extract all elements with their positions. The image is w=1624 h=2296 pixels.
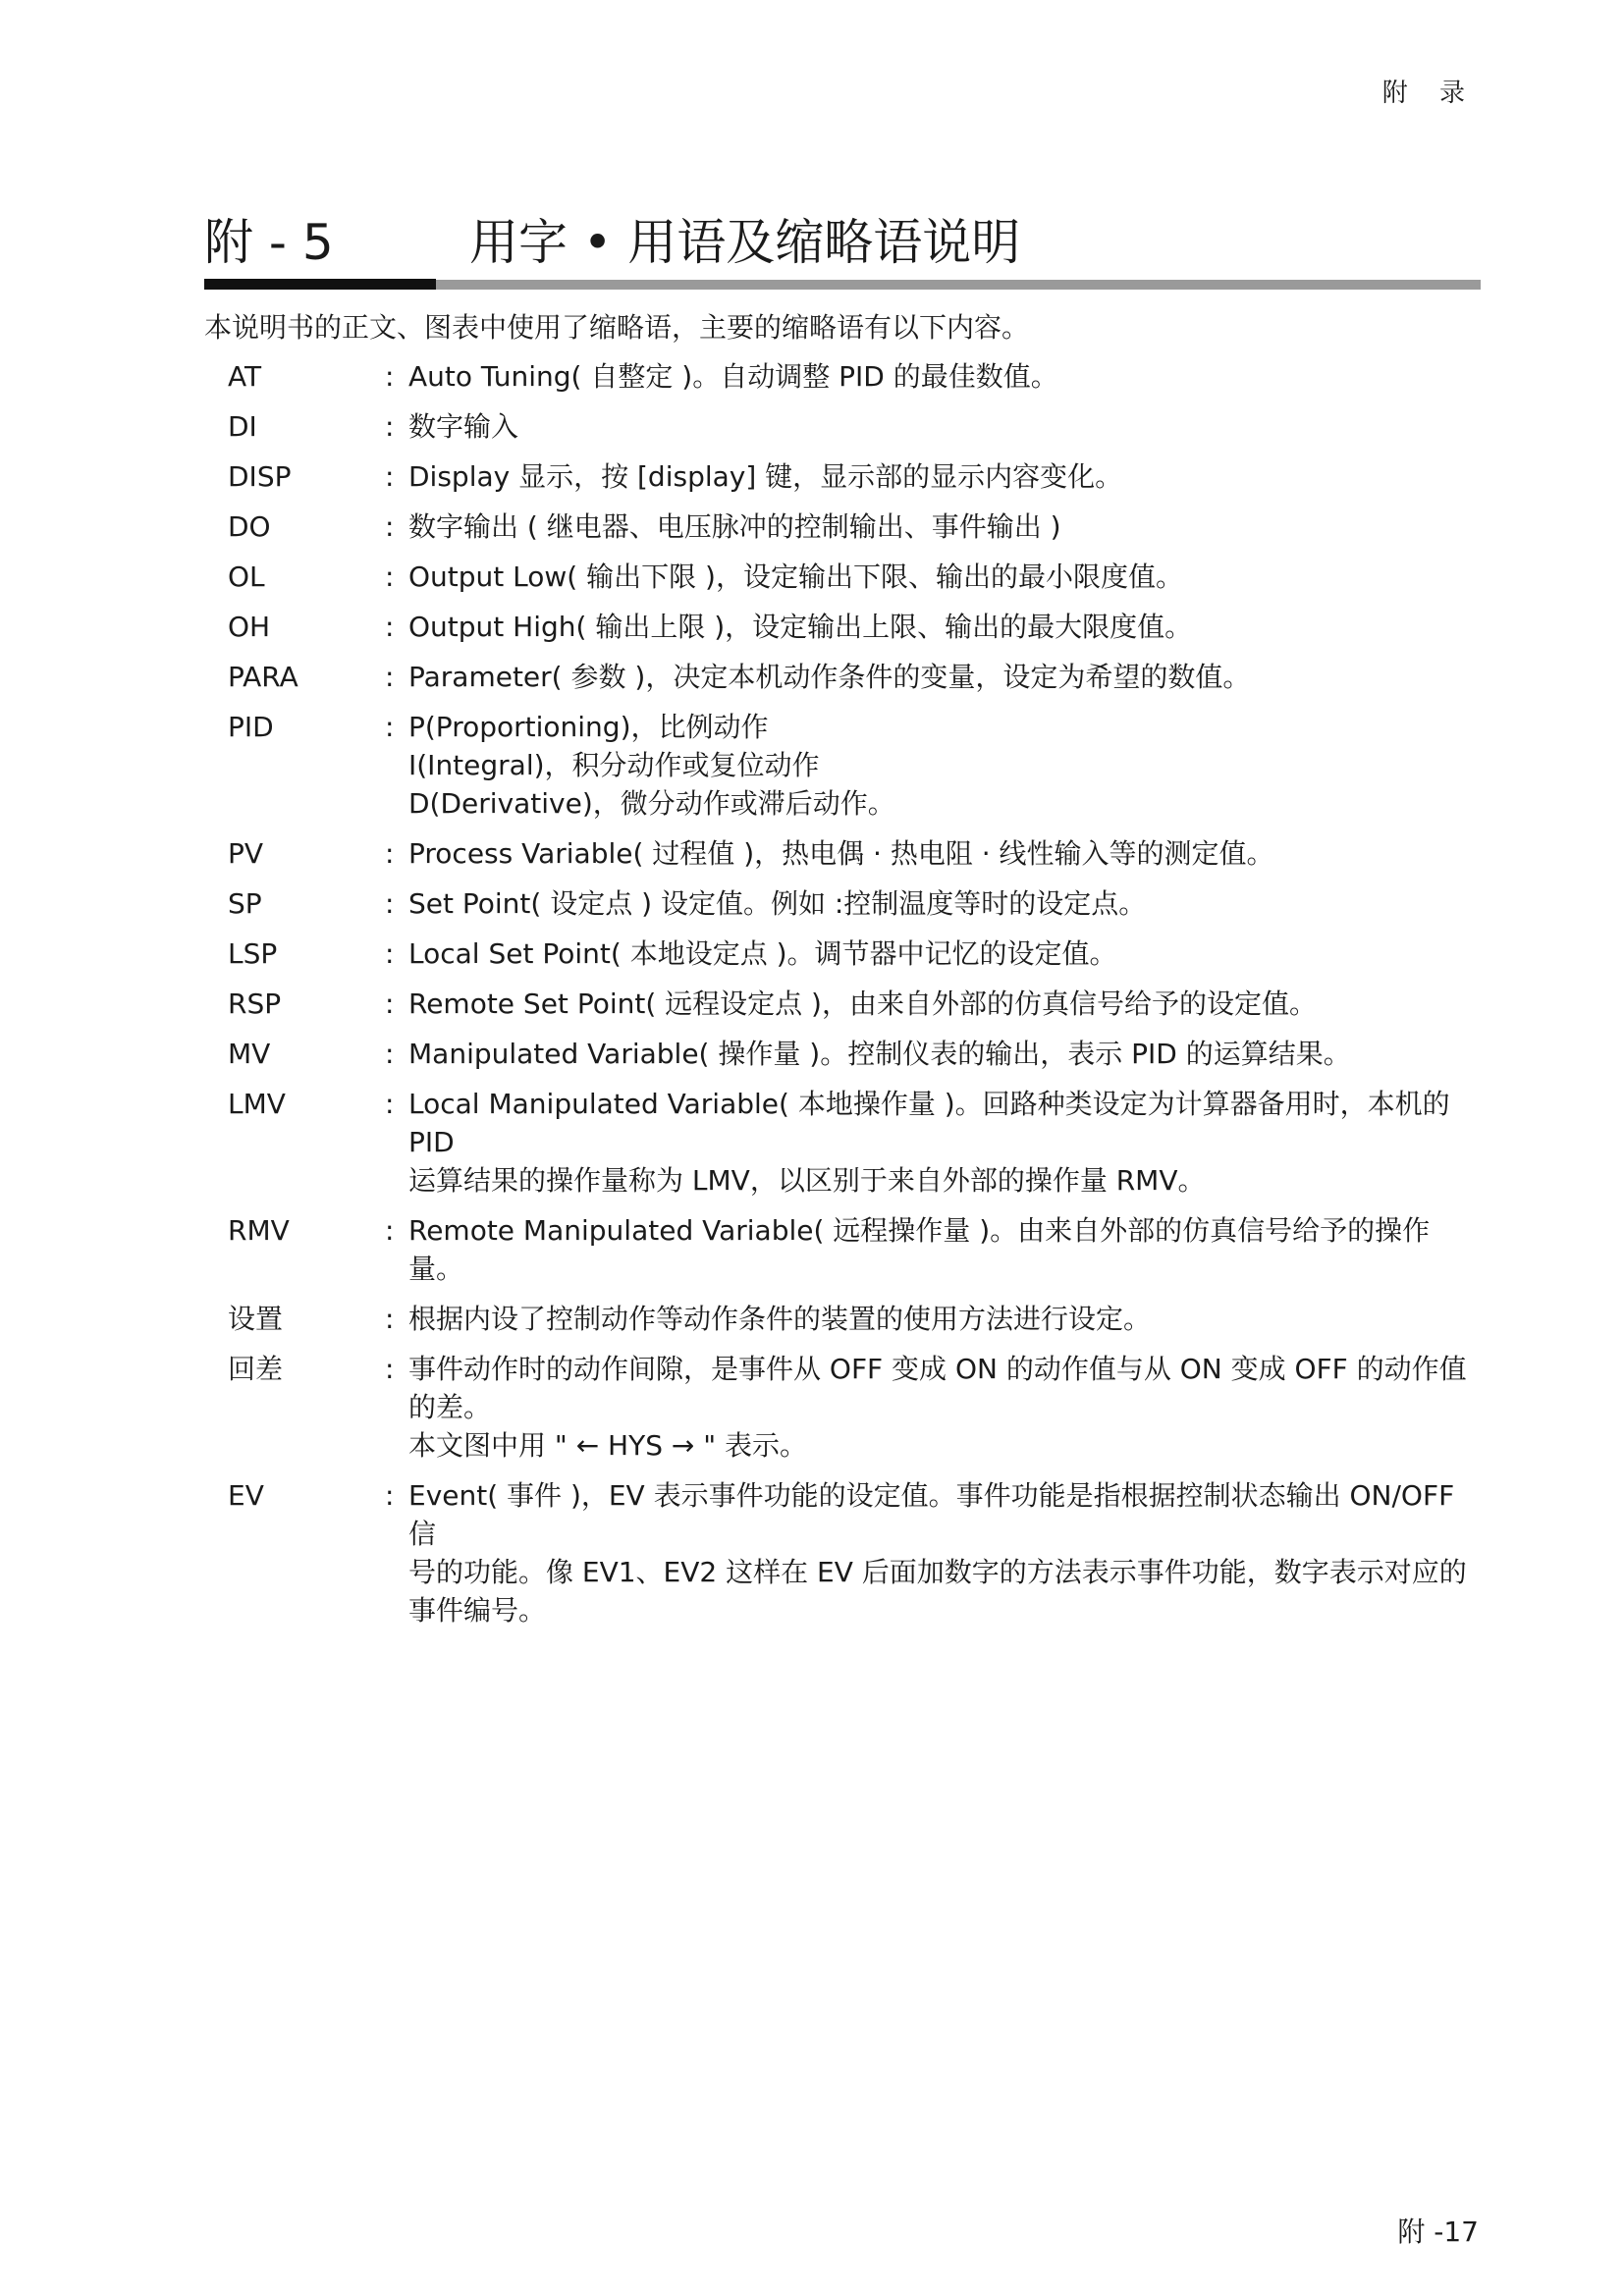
glossary-definition — [408, 608, 1485, 646]
glossary-entry — [228, 1035, 1485, 1073]
glossary-definition-line: 根据内设了控制动作等动作条件的装置的使用方法进行设定。 — [408, 1303, 1152, 1335]
glossary-entry — [228, 357, 1485, 396]
glossary-definition-line: 事件动作时的动作间隙，是事件从 OFF 变成 ON 的动作值与从 ON 变成 OFF 的动作值 — [408, 1353, 1467, 1385]
glossary-separator: : — [385, 510, 395, 543]
glossary-entry — [228, 985, 1485, 1023]
glossary-separator: : — [385, 611, 395, 643]
glossary-definition-line: Display 显示，按 [display] 键，显示部的显示内容变化。 — [408, 460, 1123, 493]
glossary-term: OL — [228, 561, 265, 593]
glossary-definition-line: Set Point( 设定点 ) 设定值。例如 :控制温度等时的设定点。 — [408, 887, 1147, 920]
glossary-term: EV — [228, 1479, 264, 1512]
glossary-definition-line: Local Manipulated Variable( 本地操作量 )。回路种类设定为计算器备用时，本机的 PID — [408, 1088, 1450, 1158]
glossary-definition — [408, 507, 1485, 546]
glossary-definition — [408, 1085, 1485, 1200]
glossary-definition-line: Manipulated Variable( 操作量 )。控制仪表的输出，表示 PID 的运算结果。 — [408, 1038, 1351, 1070]
glossary-separator: : — [385, 837, 395, 870]
glossary-term: PARA — [228, 661, 298, 693]
glossary-separator: : — [385, 1214, 395, 1247]
glossary-definition-line: Parameter( 参数 )，决定本机动作条件的变量，设定为希望的数值。 — [408, 661, 1251, 693]
glossary-entry — [228, 934, 1485, 973]
glossary-entry — [228, 1085, 1485, 1200]
glossary-separator: : — [385, 661, 395, 693]
glossary-term: 回差 — [228, 1353, 284, 1385]
glossary-definition-line: 号的功能。像 EV1、EV2 这样在 EV 后面加数字的方法表示事件功能，数字表示对应的 — [408, 1556, 1467, 1588]
glossary-definition — [408, 884, 1485, 923]
glossary-definition — [408, 658, 1485, 696]
glossary-definition-line: 事件编号。 — [408, 1594, 547, 1627]
glossary-definition — [408, 834, 1485, 873]
glossary-separator: : — [385, 360, 395, 393]
glossary-separator: : — [385, 1088, 395, 1120]
glossary-definition — [408, 457, 1485, 496]
glossary-definition-line: Remote Set Point( 远程设定点 )，由来自外部的仿真信号给予的设定值。 — [408, 988, 1317, 1020]
glossary-definition-line: Process Variable( 过程值 )，热电偶 · 热电阻 · 线性输入等的测定值。 — [408, 837, 1274, 870]
glossary-term: 设置 — [228, 1303, 284, 1335]
glossary-separator: : — [385, 937, 395, 970]
glossary-entry — [228, 407, 1485, 446]
glossary-definition-line: Event( 事件 )，EV 表示事件功能的设定值。事件功能是指根据控制状态输出 ON/OFF 信 — [408, 1479, 1455, 1550]
glossary-term: AT — [228, 360, 262, 393]
glossary-definition — [408, 708, 1485, 823]
glossary-entry — [228, 884, 1485, 923]
glossary-definition-line: Remote Manipulated Variable( 远程操作量 )。由来自外部的仿真信号给予的操作量。 — [408, 1214, 1431, 1285]
glossary-definition-line: D(Derivative)，微分动作或滞后动作。 — [408, 787, 895, 820]
glossary-entry — [228, 658, 1485, 696]
glossary-term: LMV — [228, 1088, 286, 1120]
glossary-definition-line: P(Proportioning)，比例动作 — [408, 711, 769, 743]
glossary-separator: : — [385, 1303, 395, 1335]
glossary-separator: : — [385, 711, 395, 743]
glossary-definition-line: Output High( 输出上限 )，设定输出上限、输出的最大限度值。 — [408, 611, 1193, 643]
glossary-separator: : — [385, 460, 395, 493]
glossary-definition-line: I(Integral)，积分动作或复位动作 — [408, 749, 820, 781]
title-rule-dark — [204, 279, 436, 290]
glossary-definition — [408, 1211, 1485, 1288]
glossary-definition-line: 本文图中用 " ← HYS → " 表示。 — [408, 1429, 808, 1462]
glossary-definition-line: 数字输出 ( 继电器、电压脉冲的控制输出、事件输出 ) — [408, 510, 1061, 543]
section-title — [204, 208, 1481, 289]
glossary-definition-line: 数字输入 — [408, 410, 519, 443]
glossary-definition-line: Auto Tuning( 自整定 )。自动调整 PID 的最佳数值。 — [408, 360, 1058, 393]
glossary-term: DI — [228, 410, 257, 443]
glossary-separator: : — [385, 1038, 395, 1070]
glossary-term: RMV — [228, 1214, 290, 1247]
glossary-definition — [408, 1300, 1485, 1338]
glossary-entry — [228, 708, 1485, 823]
glossary-term: PID — [228, 711, 274, 743]
glossary-separator: : — [385, 887, 395, 920]
glossary-definition — [408, 1350, 1485, 1465]
glossary-definition — [408, 357, 1485, 396]
glossary-entry — [228, 834, 1485, 873]
section-number: 附 - 5 — [204, 214, 334, 271]
glossary-term: LSP — [228, 937, 278, 970]
glossary-separator: : — [385, 1479, 395, 1512]
glossary-entry — [228, 608, 1485, 646]
glossary-separator: : — [385, 1353, 395, 1385]
glossary-definition — [408, 1035, 1485, 1073]
glossary-definition-line: Output Low( 输出下限 )，设定输出下限、输出的最小限度值。 — [408, 561, 1183, 593]
glossary-separator: : — [385, 561, 395, 593]
glossary-term: DO — [228, 510, 271, 543]
glossary-definition — [408, 407, 1485, 446]
glossary-definition — [408, 558, 1485, 596]
glossary-entry — [228, 558, 1485, 596]
glossary-entry — [228, 507, 1485, 546]
glossary-list — [228, 357, 1485, 1641]
glossary-definition — [408, 985, 1485, 1023]
glossary-entry — [228, 1476, 1485, 1629]
glossary-term: SP — [228, 887, 262, 920]
title-rule-light — [436, 280, 1481, 290]
running-header: 附 录 — [1381, 79, 1477, 108]
page-number: 附 -17 — [1397, 2216, 1479, 2248]
glossary-separator: : — [385, 410, 395, 443]
glossary-definition-line: 的差。 — [408, 1391, 492, 1423]
glossary-entry — [228, 1300, 1485, 1338]
glossary-term: MV — [228, 1038, 271, 1070]
glossary-term: PV — [228, 837, 264, 870]
glossary-definition-line: Local Set Point( 本地设定点 )。调节器中记忆的设定值。 — [408, 937, 1117, 970]
intro-paragraph: 本说明书的正文、图表中使用了缩略语，主要的缩略语有以下内容。 — [204, 311, 1030, 344]
glossary-definition-line: 运算结果的操作量称为 LMV，以区别于来自外部的操作量 RMV。 — [408, 1164, 1206, 1197]
glossary-term: OH — [228, 611, 271, 643]
glossary-term: RSP — [228, 988, 282, 1020]
glossary-term: DISP — [228, 460, 292, 493]
glossary-definition — [408, 934, 1485, 973]
glossary-separator: : — [385, 988, 395, 1020]
glossary-entry — [228, 1211, 1485, 1288]
glossary-entry — [228, 1350, 1485, 1465]
glossary-entry — [228, 457, 1485, 496]
glossary-definition — [408, 1476, 1485, 1629]
section-title-text: 用字 • 用语及缩略语说明 — [469, 214, 1021, 271]
